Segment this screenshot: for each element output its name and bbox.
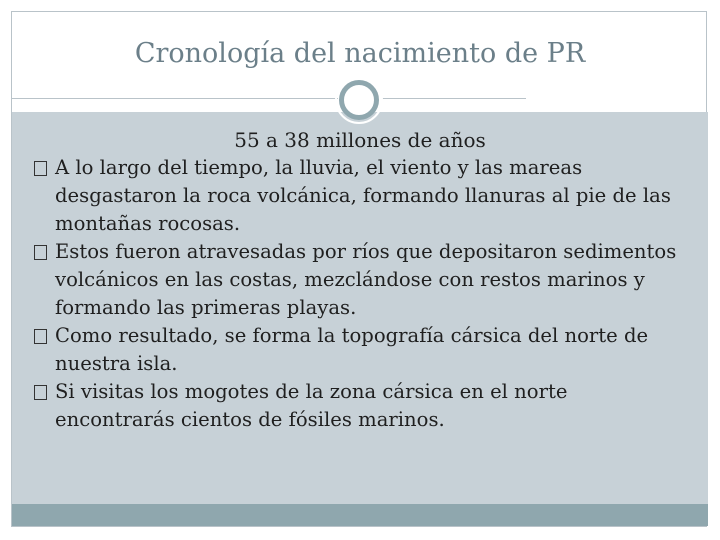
bullet-text: A lo largo del tiempo, la lluvia, el viento y las mareas desgastaron la roca volcánica, formando llanuras al pie de las montañas rocosas. [55,156,671,235]
box-bullet-icon [34,245,47,260]
bullet-item [34,322,684,378]
bullet-item [34,238,684,322]
slide-title: Cronología del nacimiento de PR [134,38,586,69]
box-bullet-icon [34,161,47,176]
bullet-text: Como resultado, se forma la topografía cársica del norte de nuestra isla. [55,324,649,375]
box-bullet-icon [34,329,47,344]
bullet-item [34,378,684,434]
bullet-item [34,154,684,238]
bullet-list [34,154,684,434]
box-bullet-icon [34,385,47,400]
slide-subtitle: 55 a 38 millones de años [234,128,486,152]
title-divider-right [382,98,526,99]
bullet-text: Si visitas los mogotes de la zona cársica en el norte encontrarás cientos de fósiles marinos. [55,380,568,431]
bullet-text: Estos fueron atravesadas por ríos que depositaron sedimentos volcánicos en las costas, mezclándose con restos marinos y formando las primeras playas. [55,240,677,319]
title-divider-left [12,98,338,99]
ring-icon [339,80,379,120]
footer-bar [12,504,708,526]
